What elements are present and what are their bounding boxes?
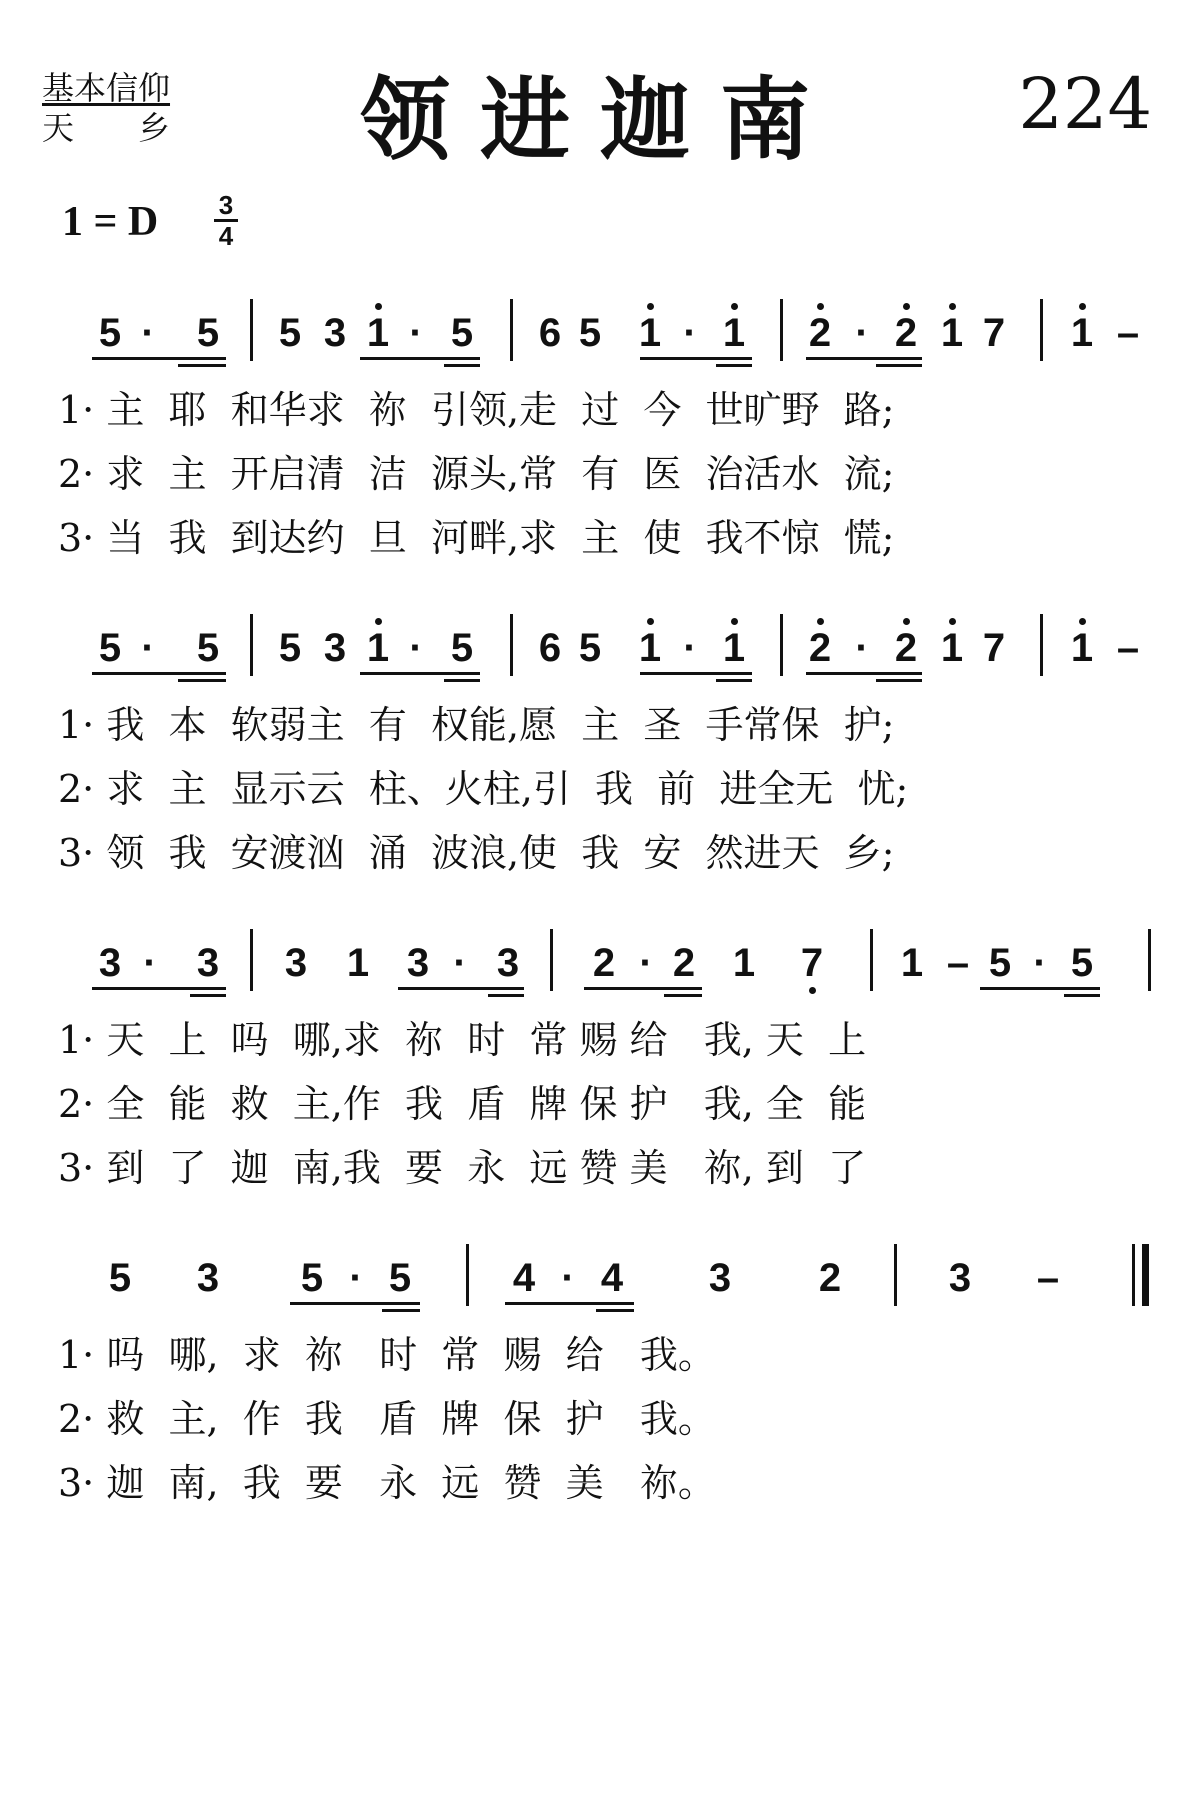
bar-line (870, 929, 873, 991)
note: 2 (802, 628, 838, 668)
note: 3 (196, 1256, 220, 1300)
augmentation-dot: · (1033, 941, 1047, 985)
note: 7 (982, 626, 1006, 670)
beam-underline (360, 672, 480, 675)
key-signature: 1 = D (62, 199, 159, 245)
augmentation-dot: · (409, 311, 423, 355)
note: 5 (578, 626, 602, 670)
dash-note: – (1036, 1256, 1060, 1300)
bar-line (780, 614, 783, 676)
note: 5 (388, 1256, 412, 1300)
time-signature (214, 192, 238, 249)
lyric-line-verse-2: 2· 求 主 开启清 洁 源头,常 有 医 治活水 流; (58, 452, 895, 496)
note: 5 (196, 626, 220, 670)
beam-underline-double (716, 679, 752, 682)
lyric-line-verse-3: 3· 当 我 到达约 旦 河畔,求 主 使 我不惊 慌; (58, 516, 895, 560)
beam-underline-double (664, 994, 702, 997)
note: 5 (196, 311, 220, 355)
note: 3 (323, 311, 347, 355)
beam-underline-double (178, 364, 226, 367)
augmentation-dot: · (561, 1256, 575, 1300)
note: 5 (278, 311, 302, 355)
augmentation-dot: · (143, 941, 157, 985)
note: 5 (300, 1256, 324, 1300)
subcategory-label: 天 乡 (42, 109, 171, 147)
note: 1 (934, 313, 970, 353)
beam-underline (584, 987, 702, 990)
note: 1 (1064, 628, 1100, 668)
beam-underline-double (716, 364, 752, 367)
dash-note: – (1116, 626, 1140, 670)
beam-underline (505, 1302, 634, 1305)
beam-underline (806, 672, 922, 675)
bar-line (250, 299, 253, 361)
lyric-line-verse-2: 2· 全 能 救 主,作 我 盾 牌 保 护 我, 全 能 (58, 1082, 867, 1126)
note: 2 (672, 941, 696, 985)
lyric-line-verse-3: 3· 领 我 安渡汹 涌 波浪,使 我 安 然进天 乡; (58, 831, 895, 875)
lyric-line-verse-3: 3· 到 了 迦 南,我 要 永 远 赞 美 祢, 到 了 (58, 1146, 867, 1190)
beam-underline (980, 987, 1100, 990)
augmentation-dot: · (855, 626, 869, 670)
category-label: 基本信仰 (42, 69, 171, 107)
note: 6 (538, 626, 562, 670)
bar-line (466, 1244, 469, 1306)
bar-line (1148, 929, 1151, 991)
note: 1 (632, 313, 668, 353)
note: 5 (578, 311, 602, 355)
note: 5 (98, 626, 122, 670)
note: 1 (934, 628, 970, 668)
bar-line (510, 299, 513, 361)
bar-line (510, 614, 513, 676)
beam-underline-double (1064, 994, 1100, 997)
beam-underline (92, 672, 226, 675)
beam-underline (806, 357, 922, 360)
note: 1 (360, 313, 396, 353)
note: 5 (450, 626, 474, 670)
note: 3 (323, 626, 347, 670)
augmentation-dot: · (683, 311, 697, 355)
bar-line (780, 299, 783, 361)
lyric-line-verse-2: 2· 求 主 显示云 柱、火柱,引 我 前 进全无 忧; (58, 767, 909, 811)
note: 3 (406, 941, 430, 985)
augmentation-dot: · (349, 1256, 363, 1300)
note: 1 (346, 941, 370, 985)
bar-line (250, 929, 253, 991)
note: 6 (538, 311, 562, 355)
lyric-line-verse-3: 3· 迦 南, 我 要 永 远 赞 美 祢。 (58, 1461, 716, 1505)
note: 2 (888, 313, 924, 353)
note: 1 (732, 941, 756, 985)
bar-line (250, 614, 253, 676)
beam-underline (290, 1302, 420, 1305)
beam-underline-double (190, 994, 226, 997)
note: 3 (98, 941, 122, 985)
beam-underline (92, 357, 226, 360)
note: 2 (802, 313, 838, 353)
note: 5 (988, 941, 1012, 985)
bar-line (550, 929, 553, 991)
note: 4 (600, 1256, 624, 1300)
note: 5 (278, 626, 302, 670)
dash-note: – (946, 941, 970, 985)
bar-line (1040, 299, 1043, 361)
note: 3 (708, 1256, 732, 1300)
beam-underline-double (596, 1309, 634, 1312)
note: 1 (632, 628, 668, 668)
note: 5 (108, 1256, 132, 1300)
augmentation-dot: · (409, 626, 423, 670)
note: 5 (98, 311, 122, 355)
note: 3 (496, 941, 520, 985)
note: 5 (450, 311, 474, 355)
bar-line (894, 1244, 897, 1306)
augmentation-dot: · (141, 311, 155, 355)
note: 2 (818, 1256, 842, 1300)
time-numerator: 3 (214, 192, 238, 222)
bar-line (1040, 614, 1043, 676)
note: 3 (196, 941, 220, 985)
beam-underline (92, 987, 226, 990)
dash-note: – (1116, 311, 1140, 355)
beam-underline-double (178, 679, 226, 682)
note: 3 (284, 941, 308, 985)
beam-underline (360, 357, 480, 360)
note: 1 (900, 941, 924, 985)
beam-underline (640, 672, 752, 675)
lyric-line-verse-1: 1· 天 上 吗 哪,求 祢 时 常 赐 给 我, 天 上 (58, 1018, 867, 1062)
beam-underline-double (382, 1309, 420, 1312)
lyric-line-verse-2: 2· 救 主, 作 我 盾 牌 保 护 我。 (58, 1397, 716, 1441)
beam-underline (640, 357, 752, 360)
beam-underline-double (444, 679, 480, 682)
final-bar-thin (1132, 1244, 1135, 1306)
beam-underline-double (876, 679, 922, 682)
beam-underline-double (444, 364, 480, 367)
note: 1 (1064, 313, 1100, 353)
lyric-line-verse-1: 1· 吗 哪, 求 祢 时 常 赐 给 我。 (58, 1333, 716, 1377)
augmentation-dot: · (453, 941, 467, 985)
augmentation-dot: · (141, 626, 155, 670)
note: 2 (592, 941, 616, 985)
note: 2 (888, 628, 924, 668)
augmentation-dot: · (855, 311, 869, 355)
augmentation-dot: · (639, 941, 653, 985)
lyric-line-verse-1: 1· 主 耶 和华求 祢 引领,走 过 今 世旷野 路; (58, 388, 895, 432)
lyric-line-verse-1: 1· 我 本 软弱主 有 权能,愿 主 圣 手常保 护; (58, 703, 895, 747)
note: 5 (1070, 941, 1094, 985)
note: 7 (794, 943, 830, 983)
beam-underline-double (876, 364, 922, 367)
beam-underline (398, 987, 524, 990)
note: 3 (948, 1256, 972, 1300)
note: 4 (512, 1256, 536, 1300)
beam-underline-double (488, 994, 524, 997)
augmentation-dot: · (683, 626, 697, 670)
hymn-number: 224 (1018, 63, 1152, 145)
note: 1 (360, 628, 396, 668)
note: 1 (716, 628, 752, 668)
note: 7 (982, 311, 1006, 355)
time-denominator: 4 (218, 221, 234, 251)
final-bar-thick (1142, 1244, 1149, 1306)
note: 1 (716, 313, 752, 353)
hymn-title: 领进迦南 (360, 67, 840, 173)
